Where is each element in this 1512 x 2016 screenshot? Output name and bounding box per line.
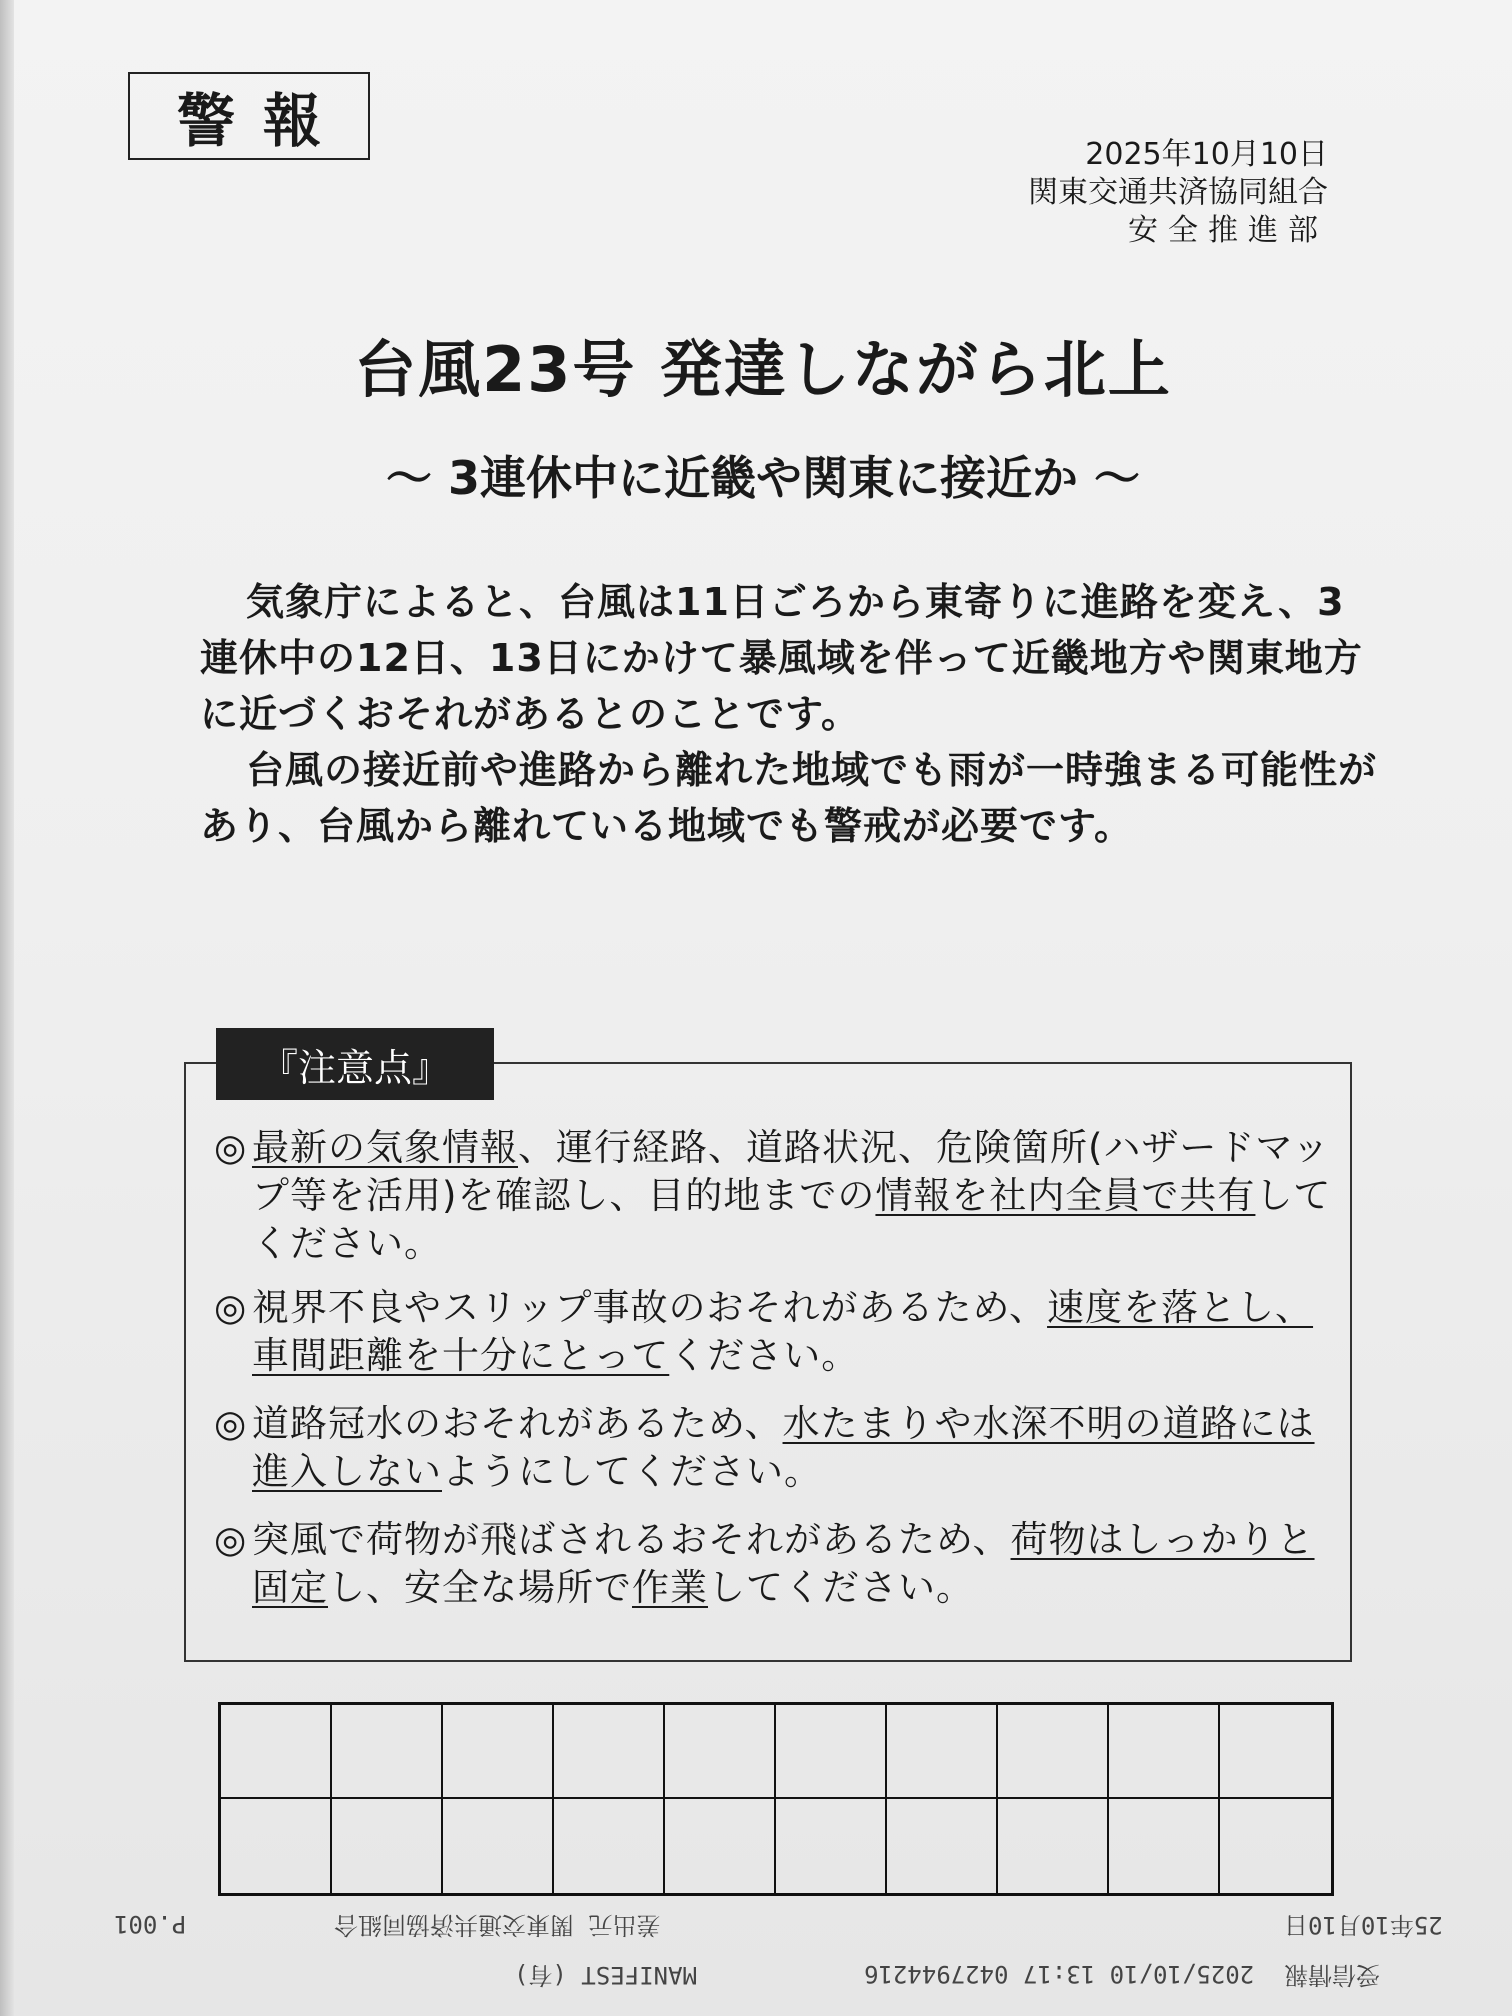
stamp-cell	[776, 1705, 887, 1799]
note-4-segment-1: 突風で荷物が飛ばされるおそれがあるため、	[252, 1518, 1011, 1561]
fax-sender: 差出元 関東交通共済協同組合	[334, 1911, 661, 1939]
note-2-segment-1: 視界不良やスリップ事故のおそれがあるため、	[252, 1286, 1048, 1329]
double-circle-icon: ◎	[214, 1402, 248, 1445]
document-page	[14, 0, 1512, 2016]
stamp-cell	[665, 1705, 776, 1799]
note-item-1	[214, 1124, 1334, 1268]
double-circle-icon: ◎	[214, 1126, 248, 1169]
issuer-organization: 関東交通共済協同組合	[1028, 175, 1328, 210]
stamp-cell	[887, 1705, 998, 1799]
stamp-cell	[332, 1705, 443, 1799]
body-text	[200, 574, 1380, 854]
stamp-cell	[554, 1799, 665, 1893]
note-2-segment-2: 速度を落とし、車間距離を十分にとって	[252, 1286, 1314, 1377]
note-1-segment-2: 、運行経路、道路状況、危険箇所(ハザードマップ等を活用)を確認し、目的地までの	[252, 1126, 1330, 1217]
notes-heading: 『注意点』	[216, 1028, 494, 1100]
note-4-segment-3: し、安全な場所で	[328, 1566, 632, 1609]
note-3-segment-1: 道路冠水のおそれがあるため、	[252, 1402, 783, 1445]
stamp-cell	[221, 1705, 332, 1799]
stamp-cell	[1220, 1705, 1331, 1799]
note-1-segment-3: 情報を社内全員で共有	[875, 1174, 1256, 1217]
fax-page-number: P.001	[114, 1910, 187, 1938]
stamp-cell	[443, 1705, 554, 1799]
double-circle-icon: ◎	[214, 1286, 248, 1329]
fax-received-date: 25年10月10日	[1284, 1911, 1443, 1939]
page-title: 台風23号 発達しながら北上	[354, 333, 1172, 406]
stamp-cell	[998, 1799, 1109, 1893]
note-4-segment-5: してください。	[708, 1566, 974, 1609]
fax-timestamp: 2025/10/10 13:17 0427944216	[864, 1960, 1255, 1988]
stamp-cell	[776, 1799, 887, 1893]
note-3-segment-3: ようにしてください。	[442, 1450, 822, 1493]
stamp-cell	[665, 1799, 776, 1893]
note-4-segment-2: 荷物はしっかりと固定	[252, 1518, 1315, 1609]
stamp-cell	[221, 1799, 332, 1893]
note-item-2	[214, 1284, 1334, 1380]
stamp-cell	[998, 1705, 1109, 1799]
stamp-cell	[1109, 1705, 1220, 1799]
issuer-block	[1028, 136, 1328, 250]
body-paragraph-1: 気象庁によると、台風は11日ごろから東寄りに進路を変え、3連休中の12日、13日にかけて暴風域を伴って近畿地方や関東地方に近づくおそれがあるとのことです。	[200, 580, 1363, 736]
issuer-department: 安全推進部	[1128, 213, 1328, 248]
fax-receiver: MANIFEST (有)	[514, 1961, 697, 1989]
stamp-cell	[1109, 1799, 1220, 1893]
stamp-cell	[1220, 1799, 1331, 1893]
double-circle-icon: ◎	[214, 1518, 248, 1561]
note-2-segment-3: ください。	[669, 1334, 860, 1377]
issue-date: 2025年10月10日	[1085, 137, 1328, 172]
body-paragraph-2: 台風の接近前や進路から離れた地域でも雨が一時強まる可能性があり、台風から離れている地域でも警戒が必要です。	[200, 748, 1378, 848]
fax-received-label: 受信情報	[1284, 1961, 1380, 1989]
note-4-segment-4: 作業	[632, 1566, 708, 1609]
note-1-segment-1: 最新の気象情報	[252, 1126, 518, 1169]
note-item-3	[214, 1400, 1334, 1496]
note-3-segment-2: 水たまりや水深不明の道路には進入しない	[252, 1402, 1315, 1493]
stamp-cell	[887, 1799, 998, 1893]
note-item-4	[214, 1516, 1334, 1612]
page-subtitle: ～ 3連休中に近畿や関東に接近か ～	[385, 451, 1141, 505]
stamp-cell	[554, 1705, 665, 1799]
stamp-cell	[443, 1799, 554, 1893]
note-1-segment-4: してください。	[252, 1174, 1332, 1265]
alert-label: 警報	[128, 72, 370, 160]
stamp-cell	[332, 1799, 443, 1893]
stamp-grid	[218, 1702, 1334, 1896]
